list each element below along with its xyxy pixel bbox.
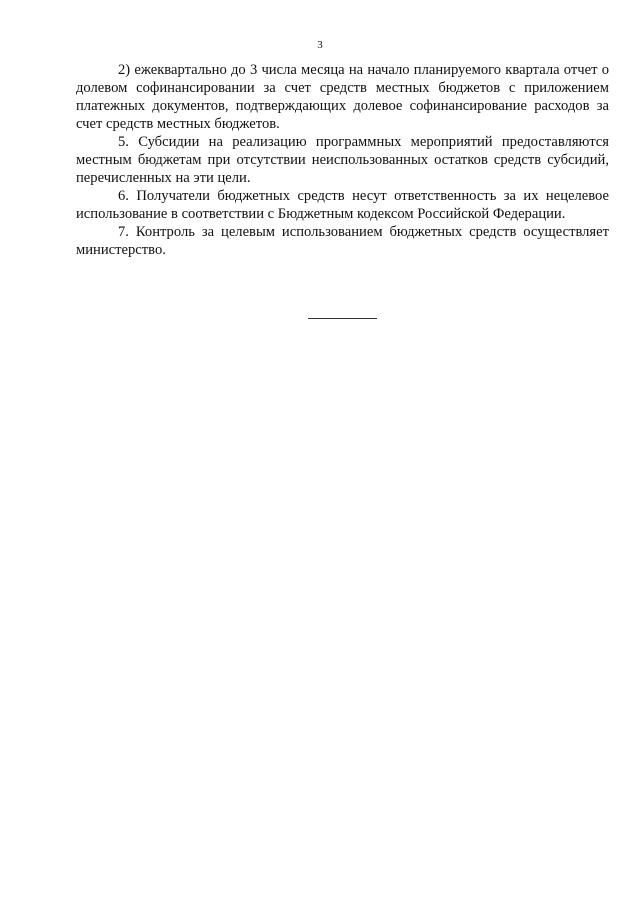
end-of-document-rule — [308, 318, 377, 319]
paragraph-responsibility: 6. Получатели бюджетных средств несут ответственность за их нецелевое использование в соответствии с Бюджетным кодексом Российской Федерации. — [76, 188, 609, 222]
page-number: 3 — [317, 39, 323, 51]
paragraph-reporting: 2) ежеквартально до 3 числа месяца на начало планируемого квартала отчет о долевом софинансировании за счет средств местных бюджетов с приложением платежных документов, подтверждающих долевое софинансирование расходов за счет средств местных бюджетов. — [76, 62, 609, 132]
paragraph-subsidies: 5. Субсидии на реализацию программных мероприятий предоставляются местным бюджетам при отсутствии неиспользованных остатков средств субсидий, перечисленных на эти цели. — [76, 134, 609, 186]
document-body — [76, 61, 609, 259]
paragraph-control: 7. Контроль за целевым использованием бюджетных средств осуществляет министерство. — [76, 224, 609, 258]
